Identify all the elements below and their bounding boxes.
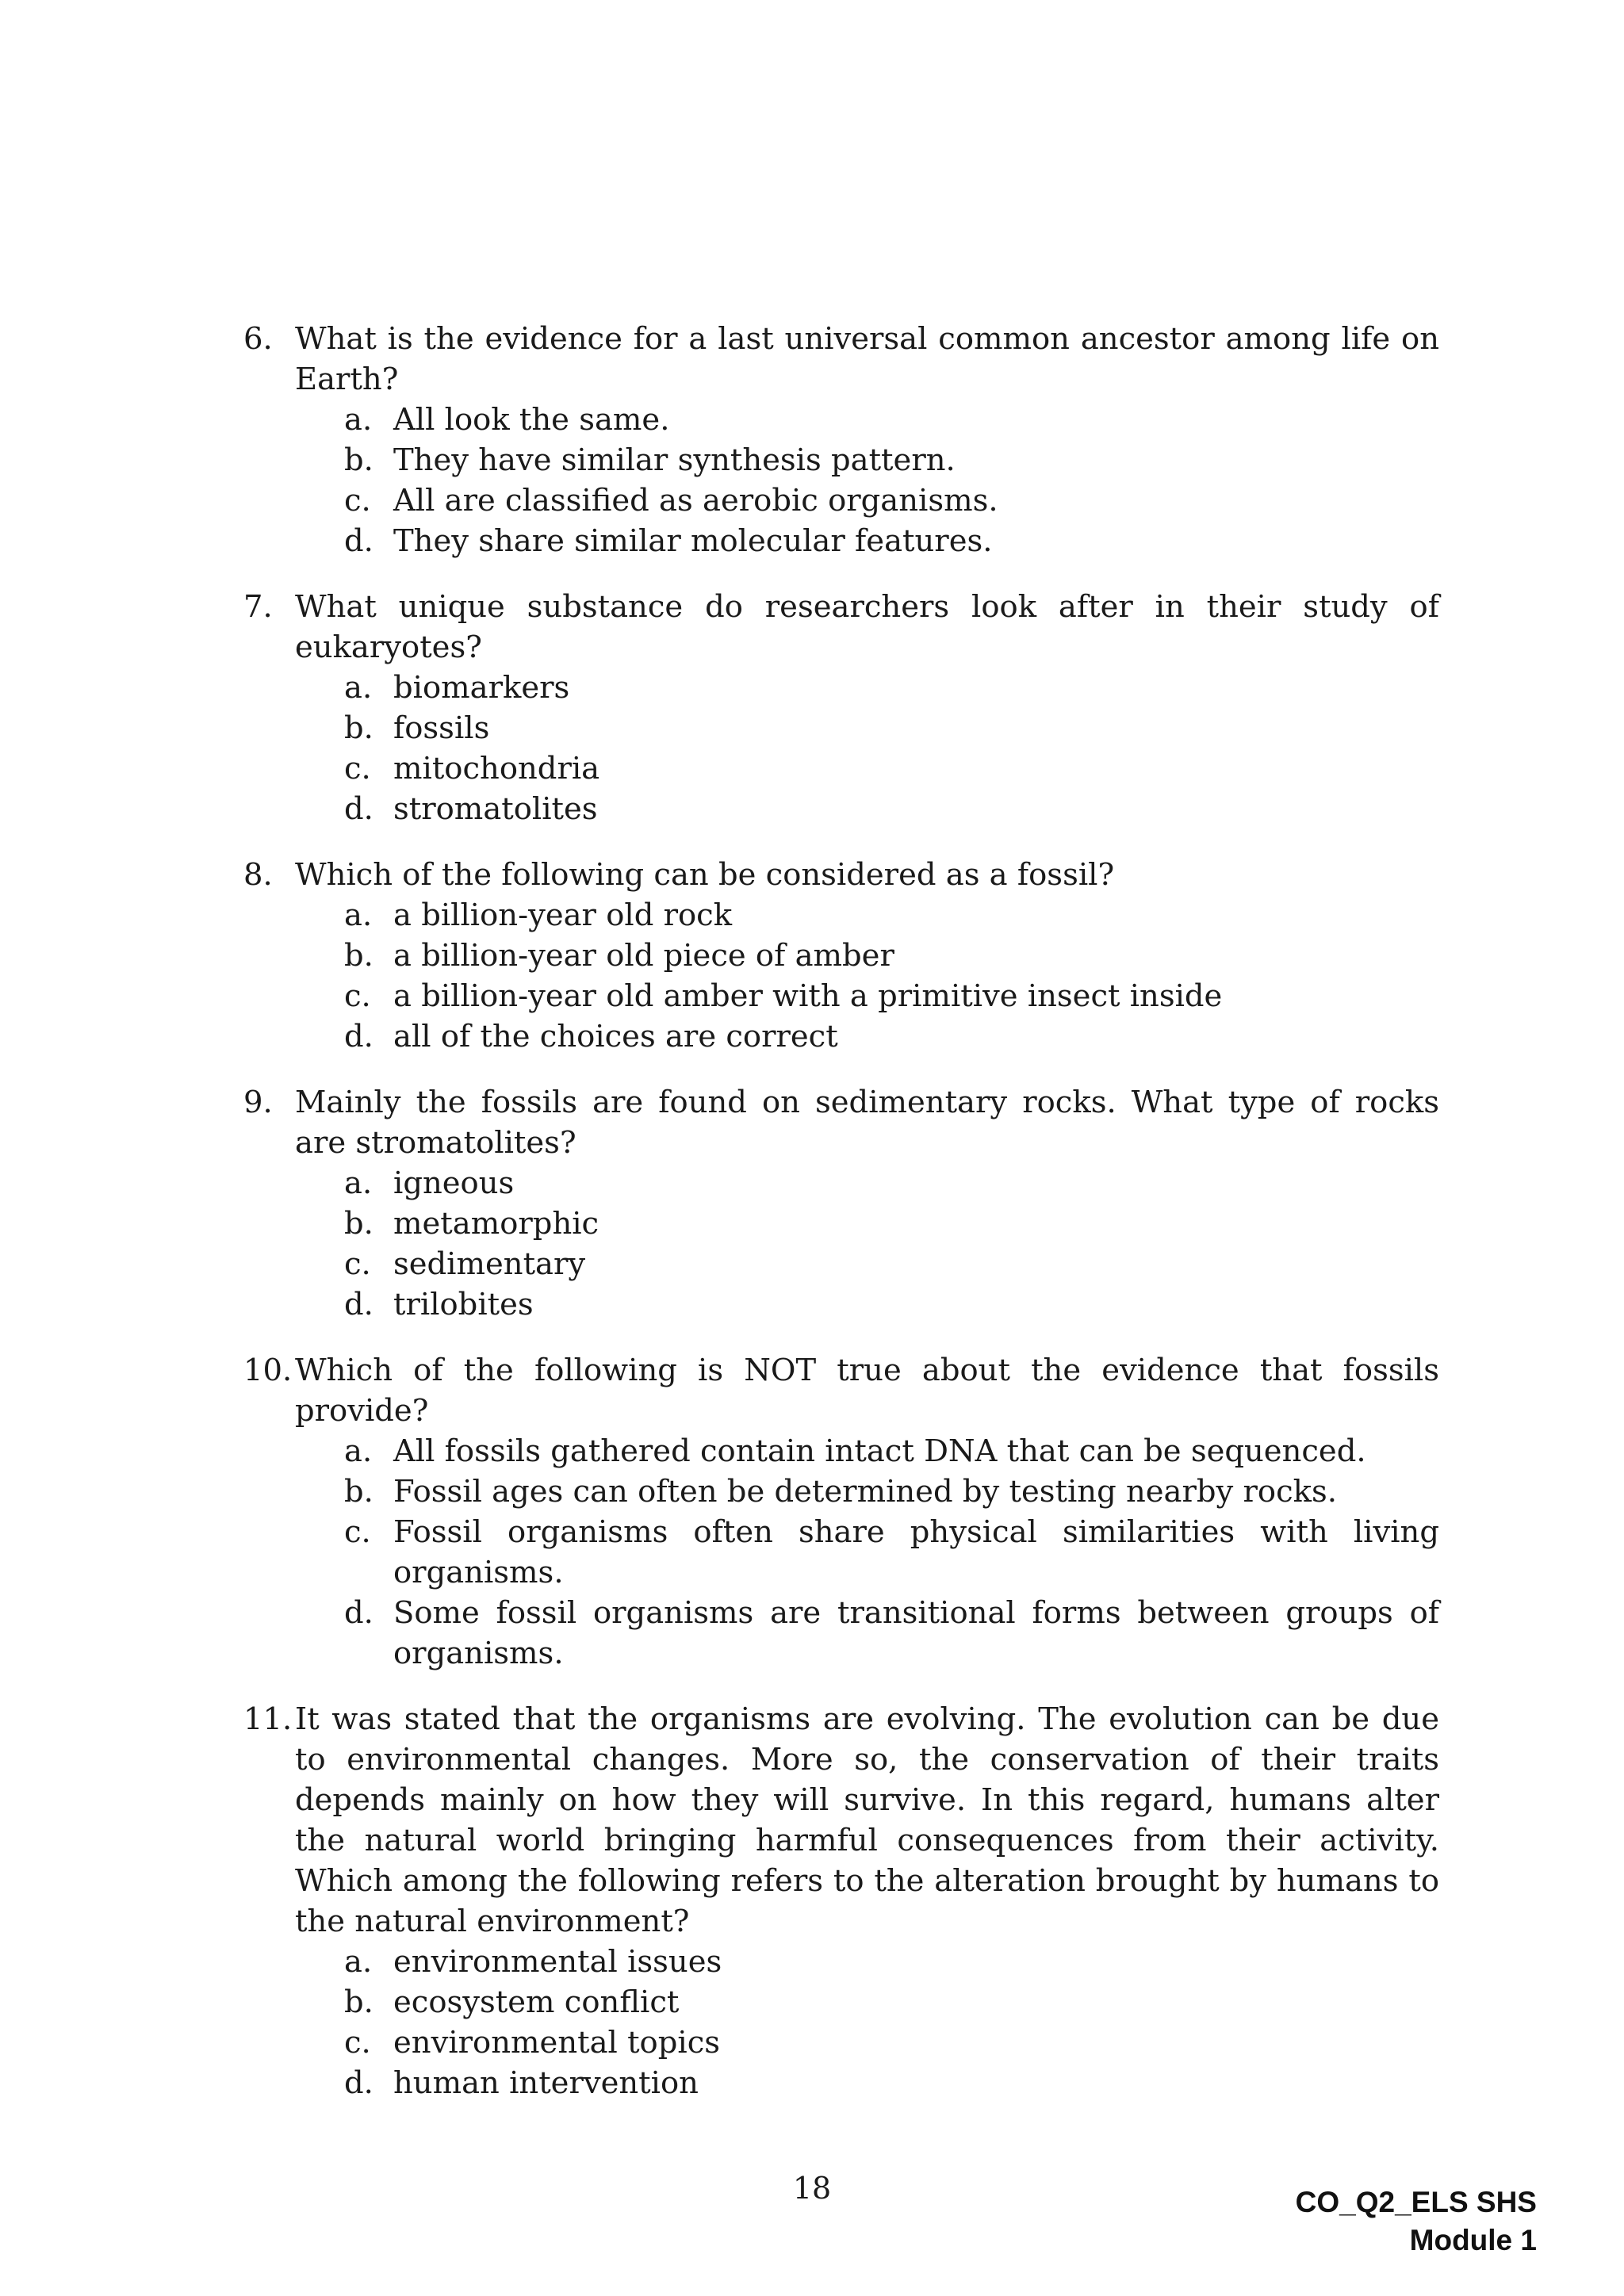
question-stem	[243, 587, 1439, 668]
option-letter: b.	[344, 442, 373, 478]
option-text: a billion-year old piece of amber	[393, 938, 894, 974]
question-item	[243, 1699, 1439, 2103]
answer-option	[243, 936, 1439, 976]
question-text: Which of the following can be considered as a fossil?	[295, 857, 1115, 893]
question-stem	[243, 319, 1439, 400]
option-text: environmental issues	[393, 1944, 722, 1980]
option-text: They have similar synthesis pattern.	[393, 442, 956, 478]
question-list	[243, 319, 1439, 2129]
question-number: 10.	[243, 1353, 293, 1388]
answer-options	[243, 895, 1439, 1057]
option-letter: c.	[344, 2025, 371, 2061]
option-letter: d.	[344, 2065, 373, 2101]
option-letter: d.	[344, 791, 373, 827]
option-letter: d.	[344, 523, 373, 559]
question-item	[243, 855, 1439, 1057]
option-letter: c.	[344, 1514, 371, 1550]
option-text: All look the same.	[393, 402, 670, 438]
answer-option	[243, 1163, 1439, 1203]
answer-option	[243, 748, 1439, 789]
answer-option	[243, 1512, 1439, 1593]
option-letter: c.	[344, 978, 371, 1014]
answer-options	[243, 1431, 1439, 1674]
question-number: 8.	[243, 857, 273, 893]
page-number: 18	[792, 2171, 832, 2206]
option-text: All are classified as aerobic organisms.	[393, 483, 998, 519]
question-item	[243, 1350, 1439, 1674]
option-letter: a.	[344, 402, 373, 438]
option-text: stromatolites	[393, 791, 598, 827]
option-letter: d.	[344, 1287, 373, 1322]
option-text: All fossils gathered contain intact DNA that can be sequenced.	[393, 1433, 1366, 1469]
question-number: 7.	[243, 589, 273, 625]
answer-option	[243, 1942, 1439, 1982]
question-stem	[243, 1350, 1439, 1431]
option-text: Some fossil organisms are transitional forms between groups of organisms.	[393, 1595, 1439, 1671]
option-letter: c.	[344, 483, 371, 519]
answer-option	[243, 895, 1439, 936]
answer-option	[243, 1244, 1439, 1284]
answer-option	[243, 440, 1439, 480]
answer-option	[243, 1016, 1439, 1057]
option-text: metamorphic	[393, 1206, 599, 1242]
question-item	[243, 319, 1439, 561]
option-text: human intervention	[393, 2065, 699, 2101]
answer-option	[243, 976, 1439, 1016]
option-text: mitochondria	[393, 751, 600, 786]
option-text: a billion-year old amber with a primitive insect inside	[393, 978, 1223, 1014]
option-letter: b.	[344, 1206, 373, 1242]
option-letter: c.	[344, 1246, 371, 1282]
option-letter: b.	[344, 938, 373, 974]
option-letter: b.	[344, 710, 373, 746]
option-text: ecosystem conflict	[393, 1984, 680, 2020]
question-item	[243, 1082, 1439, 1325]
answer-options	[243, 400, 1439, 561]
answer-option	[243, 1203, 1439, 1244]
footer-module-label: Module 1	[1409, 2224, 1537, 2256]
answer-option	[243, 1593, 1439, 1674]
option-letter: a.	[344, 670, 373, 706]
question-text: Which of the following is NOT true about the evidence that fossils provide?	[295, 1353, 1439, 1429]
footer-code-block	[1296, 2183, 1537, 2260]
option-text: They share similar molecular features.	[393, 523, 993, 559]
question-stem	[243, 855, 1439, 895]
answer-options	[243, 1163, 1439, 1325]
answer-option	[243, 2022, 1439, 2063]
option-text: igneous	[393, 1165, 515, 1201]
option-letter: b.	[344, 1474, 373, 1510]
question-number: 11.	[243, 1701, 293, 1737]
option-letter: b.	[344, 1984, 373, 2020]
answer-option	[243, 1431, 1439, 1471]
answer-option	[243, 2063, 1439, 2103]
option-text: environmental topics	[393, 2025, 721, 2061]
answer-option	[243, 1982, 1439, 2022]
question-number: 9.	[243, 1085, 273, 1120]
answer-option	[243, 521, 1439, 561]
question-text: What is the evidence for a last universal common ancestor among life on Earth?	[295, 321, 1439, 397]
option-letter: a.	[344, 1944, 373, 1980]
option-text: trilobites	[393, 1287, 534, 1322]
option-text: Fossil organisms often share physical similarities with living organisms.	[393, 1514, 1439, 1590]
option-text: all of the choices are correct	[393, 1019, 838, 1054]
option-letter: d.	[344, 1595, 373, 1631]
question-stem	[243, 1699, 1439, 1942]
option-letter: d.	[344, 1019, 373, 1054]
question-number: 6.	[243, 321, 273, 357]
answer-option	[243, 400, 1439, 440]
footer-course-code: CO_Q2_ELS SHS	[1295, 2186, 1537, 2218]
question-text: Mainly the fossils are found on sedimentary rocks. What type of rocks are stromatolites?	[295, 1085, 1439, 1161]
answer-option	[243, 1471, 1439, 1512]
question-text: What unique substance do researchers look after in their study of eukaryotes?	[295, 589, 1439, 665]
answer-option	[243, 668, 1439, 708]
option-letter: c.	[344, 751, 371, 786]
answer-options	[243, 668, 1439, 829]
option-letter: a.	[344, 897, 373, 933]
question-item	[243, 587, 1439, 829]
option-text: Fossil ages can often be determined by testing nearby rocks.	[393, 1474, 1338, 1510]
answer-option	[243, 1284, 1439, 1325]
question-stem	[243, 1082, 1439, 1163]
answer-option	[243, 480, 1439, 521]
answer-options	[243, 1942, 1439, 2103]
option-text: sedimentary	[393, 1246, 586, 1282]
option-letter: a.	[344, 1165, 373, 1201]
question-text: It was stated that the organisms are evolving. The evolution can be due to environmental changes. More so, the conservation of their traits depends mainly on how they will survive. In this regard, humans alter the natural world bringing harmful consequences from their activity. Which among the following refers to the alteration brought by humans to the natural environment?	[295, 1701, 1439, 1939]
answer-option	[243, 789, 1439, 829]
option-letter: a.	[344, 1433, 373, 1469]
option-text: biomarkers	[393, 670, 570, 706]
option-text: fossils	[393, 710, 490, 746]
option-text: a billion-year old rock	[393, 897, 733, 933]
answer-option	[243, 708, 1439, 748]
